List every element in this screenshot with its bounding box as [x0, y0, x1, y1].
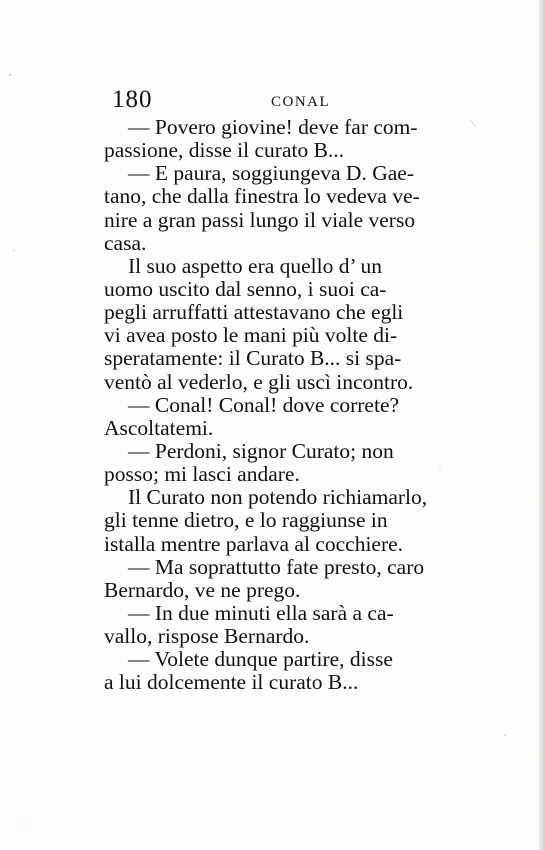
text-line: passione, disse il curato B...: [104, 138, 345, 163]
text-line: casa.: [104, 230, 147, 255]
text-line: vallo, rispose Bernardo.: [104, 624, 310, 649]
text-line: gli tenne dietro, e lo raggiunse in: [104, 508, 388, 533]
text-line: vi avea posto le mani più volte di-: [104, 323, 398, 348]
text-line: — E paura, soggiungeva D. Gae-: [128, 161, 414, 186]
text-line: uomo uscito dal senno, i suoi ca-: [104, 276, 387, 301]
page-edge-shadow: [539, 0, 545, 850]
text-line: — Conal! Conal! dove correte?: [128, 392, 400, 417]
page-header: [112, 86, 472, 112]
text-line: Bernardo, ve ne prego.: [104, 577, 301, 602]
text-line: — Perdoni, signor Curato; non: [128, 438, 394, 463]
text-line: speratamente: il Curato B... si spa-: [104, 346, 402, 371]
text-line: posso; mi lasci andare.: [104, 462, 300, 487]
text-line: — Ma soprattutto fate presto, caro: [128, 554, 425, 579]
text-line: — Volete dunque partire, disse: [128, 647, 393, 672]
text-line: a lui dolcemente il curato B...: [104, 670, 359, 695]
page-number: 180: [112, 86, 153, 113]
body-text: [104, 116, 472, 695]
running-head: CONAL: [271, 94, 331, 110]
text-line: ventò al vederlo, e gli uscì incontro.: [104, 369, 414, 394]
text-line: Il Curato non potendo richiamarlo,: [128, 485, 428, 510]
text-line: istalla mentre parlava al cocchiere.: [104, 531, 404, 556]
text-line: pegli arruffatti attestavano che egli: [104, 300, 404, 325]
text-line: — In due minuti ella sarà a ca-: [128, 600, 394, 625]
text-line: — Povero giovine! deve far com-: [128, 115, 418, 139]
text-line: Ascoltatemi.: [104, 415, 214, 440]
text-line: nire a gran passi lungo il viale verso: [104, 207, 416, 232]
text-line: Il suo aspetto era quello d’ un: [128, 253, 382, 278]
text-line: tano, che dalla finestra lo vedeva ve-: [104, 184, 420, 209]
